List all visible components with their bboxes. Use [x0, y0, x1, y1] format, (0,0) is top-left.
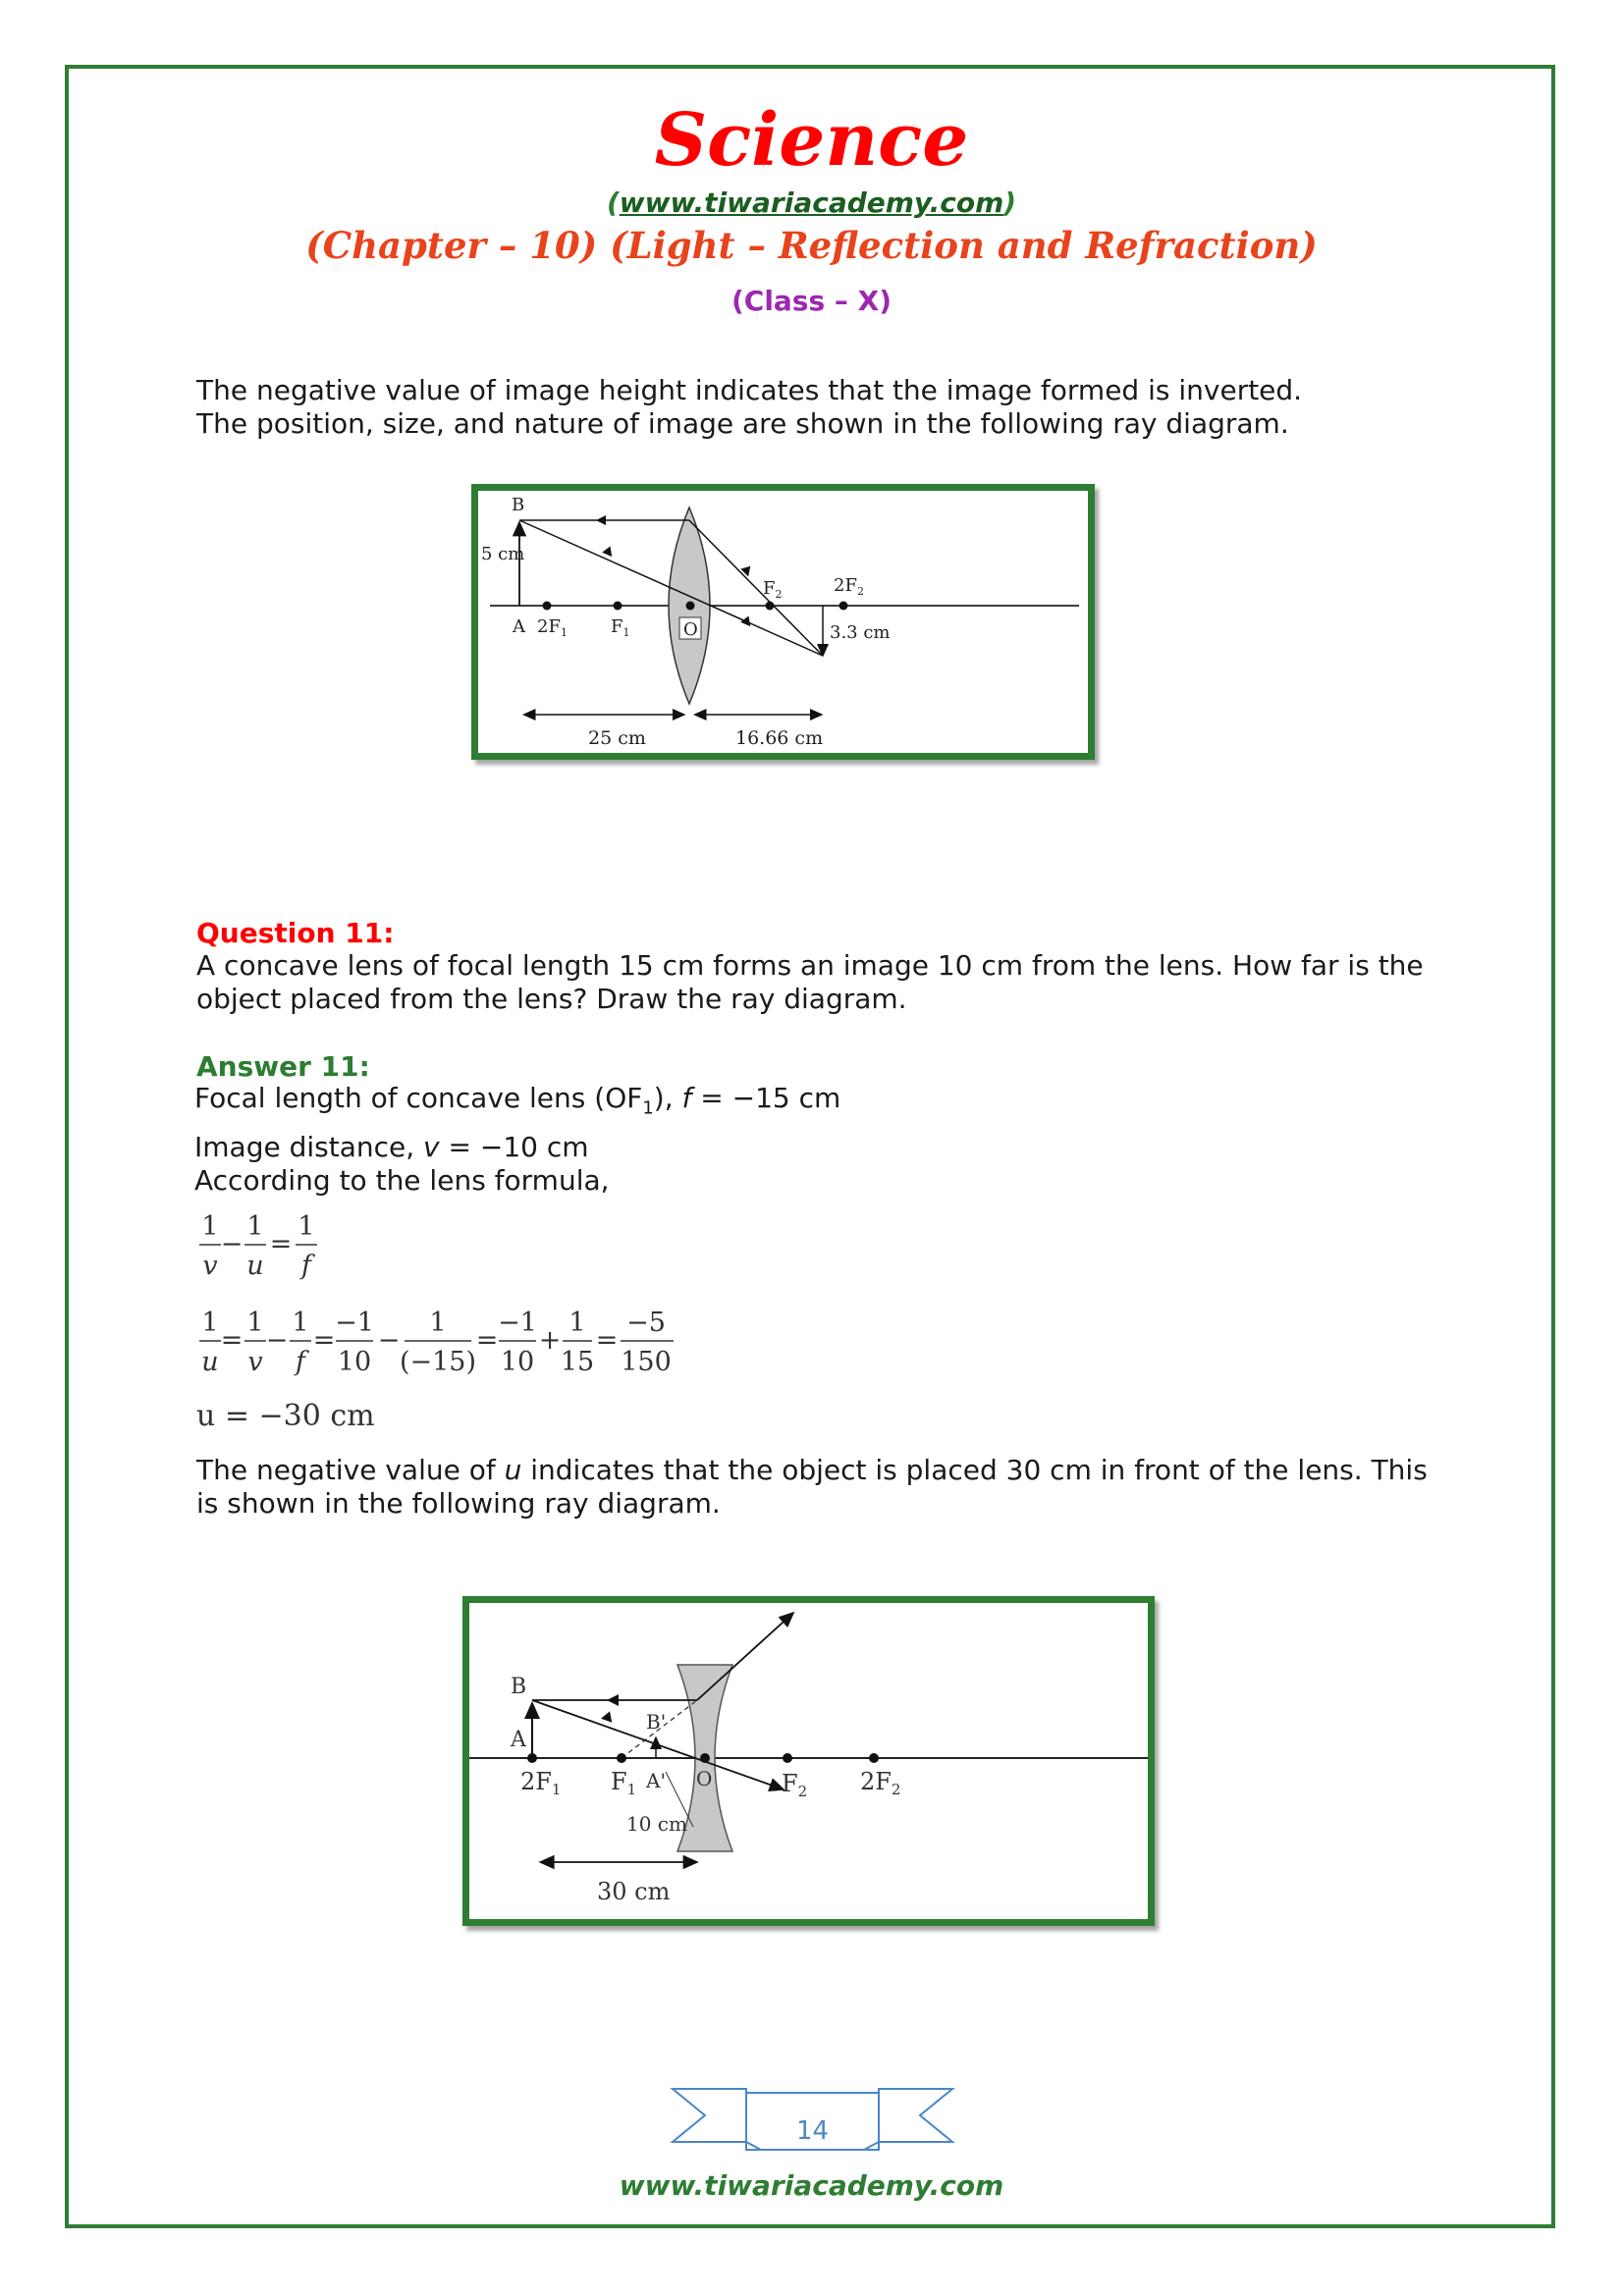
- svg-text:v: v: [247, 1347, 263, 1377]
- chapter-heading: (Chapter – 10) (Light – Reflection and Refraction): [305, 224, 1318, 267]
- svg-text:+: +: [538, 1325, 562, 1356]
- svg-text:−: −: [265, 1325, 289, 1356]
- svg-text:150: 150: [621, 1347, 672, 1377]
- svg-text:1: 1: [246, 1308, 264, 1338]
- point-2F1: [527, 1753, 537, 1763]
- point-O: [686, 602, 695, 611]
- focal-length-line: Focal length of concave lens $(OF_1)$, f = −15 cm: [194, 1082, 841, 1119]
- svg-text:1: 1: [201, 1211, 219, 1242]
- point-F1: [614, 602, 622, 611]
- label-B: B: [511, 1675, 527, 1699]
- ray-diverged: [697, 1613, 793, 1700]
- label-A-prime: A': [646, 1769, 666, 1792]
- svg-text:−: −: [377, 1325, 401, 1356]
- conclusion-line-1: The negative value of u indicates that the object is placed 30 cm in front of the lens. This: [196, 1454, 1428, 1486]
- label-2F2: $2F_2$: [860, 1768, 901, 1798]
- concave-lens-svg: [469, 1603, 1148, 1919]
- label-F1: $F_1$: [611, 1768, 637, 1798]
- label-image-distance: 16.66 cm: [735, 727, 824, 749]
- page-number: 14: [795, 2116, 830, 2146]
- question-heading: Question 11:: [196, 917, 395, 949]
- label-image-height: 3.3 cm: [830, 622, 891, 643]
- intro-line-1: The negative value of image height indicates that the image formed is inverted.: [196, 374, 1303, 406]
- label-F2: $F_2$: [782, 1770, 808, 1800]
- svg-text:f: f: [301, 1251, 311, 1281]
- label-F1: $F_1$: [611, 616, 630, 639]
- svg-text:1: 1: [429, 1308, 447, 1338]
- label-O: O: [683, 619, 698, 640]
- label-A: A: [511, 1728, 526, 1752]
- site-link[interactable]: www.tiwariacademy.com: [619, 187, 1004, 219]
- ray-arrowhead: [601, 1709, 616, 1723]
- convex-lens-svg: [478, 491, 1088, 753]
- svg-text:=: =: [475, 1325, 499, 1356]
- svg-text:15: 15: [560, 1347, 595, 1377]
- lens-formula-equations: [192, 1205, 742, 1402]
- conclusion-line-2: is shown in the following ray diagram.: [196, 1487, 721, 1520]
- page-title: Science: [654, 98, 969, 183]
- intro-line-2: The position, size, and nature of image are shown in the following ray diagram.: [196, 407, 1289, 440]
- question-line-1: A concave lens of focal length 15 cm forms an image 10 cm from the lens. How far is the: [196, 949, 1424, 982]
- ray-arrowhead: [602, 544, 616, 557]
- label-2F1: $2F_1$: [520, 1768, 562, 1798]
- label-object-height: 5 cm: [481, 544, 525, 564]
- label-object-distance: 30 cm: [597, 1878, 671, 1905]
- svg-text:=: =: [220, 1325, 243, 1356]
- site-link-line: (www.tiwariacademy.com): [606, 187, 1017, 219]
- result-line: u = −30 cm: [196, 1399, 375, 1433]
- point-2F2: [869, 1753, 879, 1763]
- class-label: (Class – X): [730, 285, 893, 317]
- label-2F2: $2F_2$: [834, 575, 864, 598]
- svg-text:10: 10: [500, 1347, 535, 1377]
- svg-text:f: f: [296, 1347, 305, 1377]
- convex-lens-ray-diagram: [471, 484, 1095, 760]
- ray-arrowhead: [607, 1694, 619, 1706]
- svg-text:=: =: [312, 1325, 336, 1356]
- point-2F2: [839, 602, 848, 611]
- svg-text:=: =: [595, 1325, 619, 1356]
- label-B-prime: B': [646, 1710, 667, 1734]
- footer-site-link[interactable]: www.tiwariacademy.com: [619, 2169, 1004, 2202]
- answer-heading: Answer 11:: [196, 1050, 370, 1083]
- svg-text:1: 1: [568, 1308, 586, 1338]
- svg-text:−5: −5: [626, 1308, 666, 1338]
- point-2F1: [543, 602, 552, 611]
- svg-text:10: 10: [337, 1347, 372, 1377]
- svg-text:=: =: [269, 1229, 293, 1259]
- point-F1: [617, 1753, 626, 1763]
- svg-text:1: 1: [298, 1211, 315, 1242]
- label-A: A: [513, 616, 525, 637]
- label-O: O: [696, 1767, 713, 1790]
- svg-text:−1: −1: [335, 1308, 374, 1338]
- svg-text:−1: −1: [498, 1308, 537, 1338]
- point-F2: [766, 602, 775, 611]
- question-line-2: object placed from the lens? Draw the ray diagram.: [196, 983, 907, 1015]
- point-O: [700, 1753, 710, 1763]
- label-F2: $F_2$: [763, 578, 783, 601]
- point-F2: [783, 1753, 792, 1763]
- label-image-distance: 10 cm: [626, 1812, 687, 1836]
- svg-text:1: 1: [292, 1308, 309, 1338]
- svg-text:−: −: [220, 1229, 243, 1259]
- formula-intro: According to the lens formula,: [194, 1164, 610, 1197]
- svg-text:(−15): (−15): [399, 1347, 477, 1377]
- concave-lens-ray-diagram: [462, 1596, 1155, 1926]
- label-B: B: [512, 495, 525, 515]
- svg-text:v: v: [202, 1251, 218, 1281]
- ray-arrowhead: [596, 515, 606, 525]
- svg-text:u: u: [201, 1347, 219, 1377]
- label-2F1: $2F_1$: [537, 616, 568, 639]
- svg-text:u: u: [246, 1251, 264, 1281]
- image-distance-line: Image distance, v = −10 cm: [194, 1131, 589, 1163]
- svg-text:1: 1: [201, 1308, 219, 1338]
- label-object-distance: 25 cm: [588, 727, 646, 749]
- svg-text:1: 1: [246, 1211, 264, 1242]
